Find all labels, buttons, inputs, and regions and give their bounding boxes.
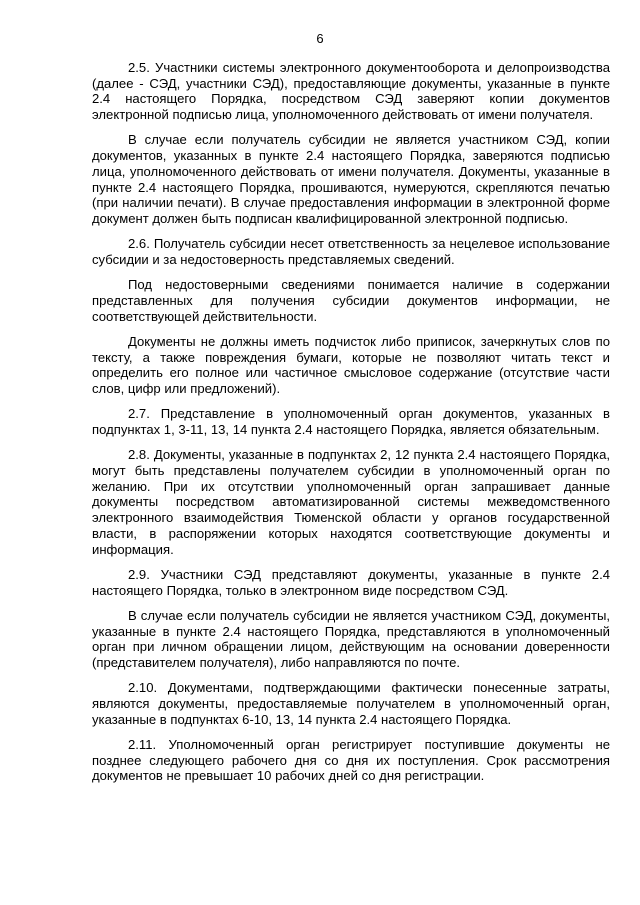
paragraph-2-7: 2.7. Представление в уполномоченный орган документов, указанных в подпунктах 1, 3-11, 13, 14 пункта 2.4 настоящего Порядка, является обязательным. — [92, 406, 610, 438]
paragraph-2-6-definition: Под недостоверными сведениями понимается наличие в содержании представленных для получения субсидии документов информации, не соответствующей действительности. — [92, 277, 610, 324]
paragraph-2-8: 2.8. Документы, указанные в подпунктах 2, 12 пункта 2.4 настоящего Порядка, могут быть представлены получателем субсидии в уполномоченный орган по желанию. При их отсутствии уполномоченный орган запрашивает данные документы посредством автоматизированной системы межведомственного электронного взаимодействия Тюменской области у органов государственной власти, в распоряжении которых находятся соответствующие документы и информация. — [92, 447, 610, 557]
paragraph-2-6-requirements: Документы не должны иметь подчисток либо приписок, зачеркнутых слов по тексту, а также повреждения бумаги, которые не позволяют читать текст и определить его полное или частичное смысловое содержание (отсутствие части слов, цифр или предложений). — [92, 333, 610, 397]
paragraph-2-9-non-participant: В случае если получатель субсидии не является участником СЭД, документы, указанные в пункте 2.4 настоящего Порядка, представляются в уполномоченный орган при личном обращении лицом, действующим на основании доверенности (представителем получателя), либо направляются по почте. — [92, 607, 610, 670]
paragraph-2-9: 2.9. Участники СЭД представляют документы, указанные в пункте 2.4 настоящего Порядка, только в электронном виде посредством СЭД. — [92, 566, 610, 598]
paragraph-2-11: 2.11. Уполномоченный орган регистрирует поступившие документы не позднее следующего рабочего дня со дня их поступления. Срок рассмотрения документов не превышает 10 рабочих дней со дня регистрации. — [92, 736, 610, 784]
paragraph-2-5-non-participant: В случае если получатель субсидии не является участником СЭД, копии документов, указанных в пункте 2.4 настоящего Порядка, заверяются подписью лица, уполномоченного действовать от имени получателя. Документы, указанные в пункте 2.4 настоящего Порядка, прошиваются, нумеруются, скрепляются печатью (при наличии печати). В случае предоставления информации в электронной форме документ должен быть подписан квалифицированной электронной подписью. — [92, 132, 610, 226]
document-body — [92, 60, 610, 794]
paragraph-2-10: 2.10. Документами, подтверждающими фактически понесенные затраты, являются документы, предоставляемые получателем в уполномоченный орган, указанные в подпунктах 6-10, 13, 14 пункта 2.4 настоящего Порядка. — [92, 680, 610, 727]
paragraph-2-6: 2.6. Получатель субсидии несет ответственность за нецелевое использование субсидии и за недостоверность представляемых сведений. — [92, 236, 610, 267]
paragraph-2-5: 2.5. Участники системы электронного документооборота и делопроизводства (далее - СЭД, участники СЭД), предоставляющие документы, указанные в пункте 2.4 настоящего Порядка, посредством СЭД заверяют копии документов электронной подписью лица, уполномоченного действовать от имени получателя. — [92, 60, 610, 123]
page-number: 6 — [316, 31, 324, 46]
